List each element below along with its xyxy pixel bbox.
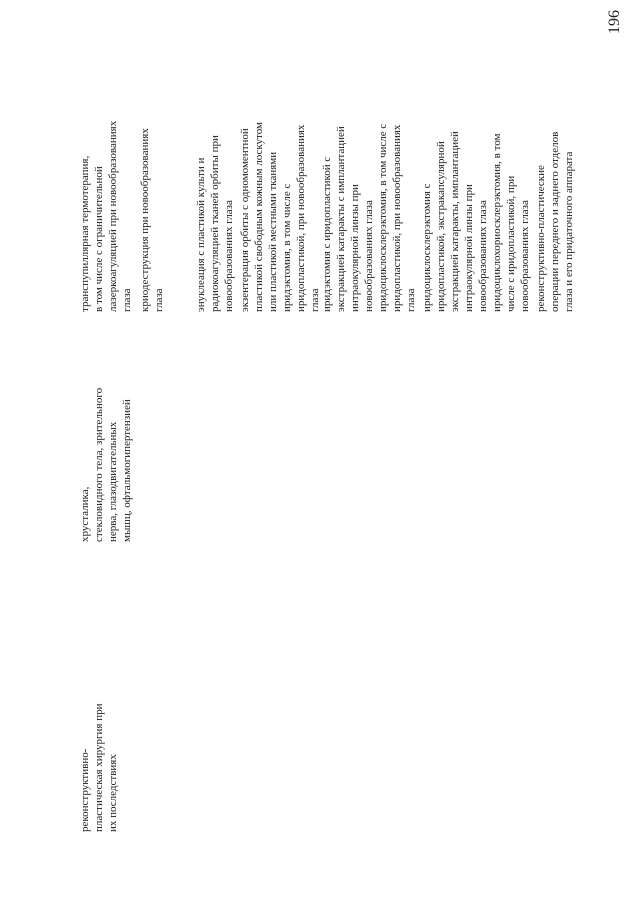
treatment-line: новообразованиях глаза	[223, 200, 235, 312]
treatment-block	[138, 128, 166, 312]
col1-line: реконструктивно-	[79, 748, 91, 832]
treatment-block	[420, 131, 490, 312]
treatment-line: иридопластикой, экстракапсулярной	[435, 141, 447, 312]
treatment-line: интраокулярной линзы при	[349, 184, 361, 312]
treatment-block	[376, 124, 418, 312]
treatment-line: глаза	[121, 288, 133, 312]
treatment-block	[280, 125, 322, 312]
treatment-line: энуклеация с пластикой культи и	[195, 157, 207, 312]
treatment-block	[534, 132, 576, 312]
col2-line: хрусталика,	[79, 486, 91, 542]
col2-line: стекловидного тела, зрительного	[93, 387, 105, 542]
col2-line: нерва, глазодвигательных	[107, 421, 119, 542]
col2-line: мышц, офтальмогипертензией	[121, 399, 133, 542]
treatment-line: иридоциклосклерэктомия, в том числе с	[377, 123, 389, 312]
treatment-block	[320, 126, 376, 312]
treatment-line: или пластикой местными тканями	[267, 151, 279, 312]
treatment-line: иридоциклохориосклерэктомия, в том	[491, 133, 503, 312]
col1-line: пластическая хирургия при	[93, 703, 105, 832]
treatment-line: радиокоагуляцией тканей орбиты при	[209, 135, 221, 312]
diagnosis-text	[78, 388, 134, 542]
treatment-block	[238, 122, 280, 312]
treatment-line: иридэктомия с иридопластикой с	[321, 156, 333, 312]
treatment-line: новообразованиях глаза	[519, 200, 531, 312]
treatment-block	[78, 121, 134, 312]
treatment-line: иридоциклосклерэктомия с	[421, 183, 433, 312]
treatment-line: иридопластикой, при новообразованиях	[295, 124, 307, 312]
treatment-line: экзентерация орбиты с одномоментной	[239, 128, 251, 312]
treatment-line: экстракцией катаракты, имплантацией	[449, 131, 461, 312]
treatment-line: транспупиллярная термотерапия,	[79, 155, 91, 312]
treatment-line: числе с иридопластикой, при	[505, 175, 517, 312]
treatment-line: операции переднего и заднего отделов	[549, 131, 561, 312]
treatment-line: глаза	[153, 288, 165, 312]
treatment-line: глаза	[405, 288, 417, 312]
page-number: 196	[606, 10, 623, 34]
treatment-line: интраокулярной линзы при	[463, 184, 475, 312]
procedure-group-label	[78, 704, 120, 833]
treatment-line: криодеструкция при новообразованиях	[139, 128, 151, 312]
treatment-line: глаза	[309, 288, 321, 312]
treatment-line: иридопластикой, при новообразованиях	[391, 124, 403, 312]
col1-line: их последствиях	[107, 754, 119, 832]
treatment-line: иридэктомия, в том числе с	[281, 183, 293, 312]
treatment-line: в том числе с ограничительной	[93, 166, 105, 312]
treatment-line: экстракцией катаракты с имплантацией	[335, 126, 347, 312]
treatment-block	[490, 134, 532, 312]
treatment-block	[194, 135, 236, 312]
treatment-line: новообразованиях глаза	[363, 200, 375, 312]
treatment-line: пластикой свободным кожным лоскутом	[253, 122, 265, 312]
treatment-line: глаза и его придаточного аппарата	[563, 151, 575, 312]
treatment-line: новообразованиях глаза	[477, 200, 489, 312]
treatment-line: лазеркоагуляцией при новообразованиях	[107, 120, 119, 312]
treatment-line: реконструктивно-пластические	[535, 165, 547, 312]
